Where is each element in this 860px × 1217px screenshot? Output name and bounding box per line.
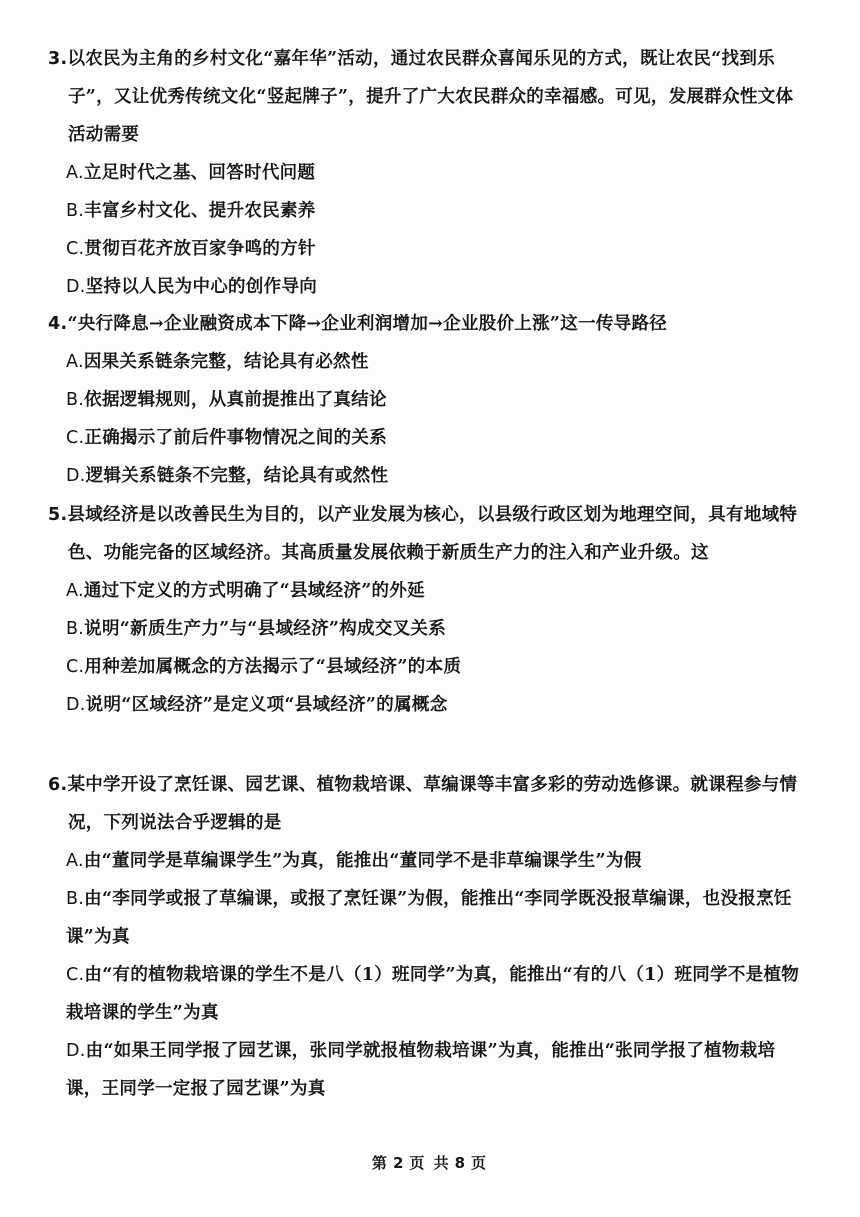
question-number: 4.: [48, 314, 68, 334]
page-number: 2: [392, 1154, 406, 1172]
question-number: 6.: [48, 775, 68, 795]
option-letter: A.: [66, 581, 84, 601]
option-d: [48, 268, 800, 306]
option-text: 贯彻百花齐放百家争鸣的方针: [84, 239, 316, 259]
option-letter: B.: [66, 619, 85, 639]
option-letter: C.: [66, 657, 85, 677]
question-6: [48, 766, 800, 1108]
question-number: 3.: [48, 49, 68, 69]
option-a: [48, 572, 800, 610]
option-text: 说明“区域经济”是定义项“县域经济”的属概念: [85, 695, 448, 715]
option-text: 正确揭示了前后件事物情况之间的关系: [84, 428, 387, 448]
option-c: [48, 230, 800, 268]
option-text: 由“李同学或报了草编课，或报了烹饪课”为假，能推出“李同学既没报草编课，也没报烹饪课”为真: [66, 889, 792, 947]
total-pages: 8: [454, 1154, 468, 1172]
option-letter: B.: [66, 201, 85, 221]
footer-suffix: 页: [471, 1154, 489, 1172]
option-letter: A.: [66, 851, 84, 871]
question-stem: [48, 496, 800, 572]
option-text: 由“有的植物栽培课的学生不是八（1）班同学”为真，能推出“有的八（1）班同学不是植物栽培课的学生”为真: [66, 965, 800, 1023]
option-letter: A.: [66, 352, 84, 372]
option-letter: B.: [66, 390, 85, 410]
option-d: [48, 686, 800, 724]
question-text: 县域经济是以改善民生为目的，以产业发展为核心，以县级行政区划为地理空间，具有地域特色、功能完备的区域经济。其高质量发展依赖于新质生产力的注入和产业升级。这: [67, 505, 798, 563]
option-letter: C.: [66, 965, 85, 985]
option-text: 立足时代之基、回答时代问题: [83, 163, 316, 183]
option-b: [48, 610, 800, 648]
option-letter: D.: [66, 695, 86, 715]
question-text: 以农民为主角的乡村文化“嘉年华”活动，通过农民群众喜闻乐见的方式，既让农民“找到乐子”，又让优秀传统文化“竖起牌子”，提升了广大农民群众的幸福感。可见，发展群众性文体活动需要: [67, 49, 794, 145]
page-footer: [0, 1152, 860, 1173]
option-text: 因果关系链条完整，结论具有必然性: [83, 352, 369, 372]
question-text: “央行降息→企业融资成本下降→企业利润增加→企业股价上涨”这一传导路径: [67, 314, 668, 334]
option-text: 逻辑关系链条不完整，结论具有或然性: [85, 466, 389, 486]
option-b: [48, 381, 800, 419]
option-c: [48, 419, 800, 457]
question-4: [48, 305, 800, 495]
option-text: 依据逻辑规则，从真前提推出了真结论: [84, 390, 387, 410]
option-letter: A.: [66, 163, 84, 183]
option-d: [48, 457, 800, 495]
option-b: [48, 880, 800, 956]
option-c: [48, 956, 800, 1032]
option-text: 坚持以人民为中心的创作导向: [85, 277, 318, 297]
option-text: 丰富乡村文化、提升农民素养: [84, 201, 316, 221]
question-3: [48, 40, 800, 306]
option-a: [48, 842, 800, 880]
question-number: 5.: [48, 505, 68, 525]
option-text: 由“董同学是草编课学生”为真，能推出“董同学不是非草编课学生”为假: [83, 851, 642, 871]
option-b: [48, 192, 800, 230]
footer-middle: 页 共: [409, 1154, 451, 1172]
option-letter: D.: [66, 1041, 86, 1061]
option-c: [48, 648, 800, 686]
question-5: [48, 496, 800, 724]
option-a: [48, 154, 800, 192]
option-text: 说明“新质生产力”与“县域经济”构成交叉关系: [84, 619, 447, 639]
option-d: [48, 1032, 800, 1108]
option-letter: B.: [66, 889, 85, 909]
option-text: 用种差加属概念的方法揭示了“县域经济”的本质: [84, 657, 462, 677]
footer-prefix: 第: [371, 1154, 389, 1172]
question-stem: [48, 40, 800, 154]
option-letter: D.: [66, 277, 86, 297]
option-a: [48, 343, 800, 381]
question-stem: [48, 766, 800, 842]
option-text: 由“如果王同学报了园艺课，张同学就报植物栽培课”为真，能推出“张同学报了植物栽培课，王同学一定报了园艺课”为真: [66, 1041, 776, 1099]
option-letter: C.: [66, 428, 85, 448]
question-text: 某中学开设了烹饪课、园艺课、植物栽培课、草编课等丰富多彩的劳动选修课。就课程参与情况，下列说法合乎逻辑的是: [67, 775, 798, 833]
option-text: 通过下定义的方式明确了“县域经济”的外延: [83, 581, 425, 601]
option-letter: C.: [66, 239, 85, 259]
question-stem: [48, 305, 800, 343]
option-letter: D.: [66, 466, 86, 486]
